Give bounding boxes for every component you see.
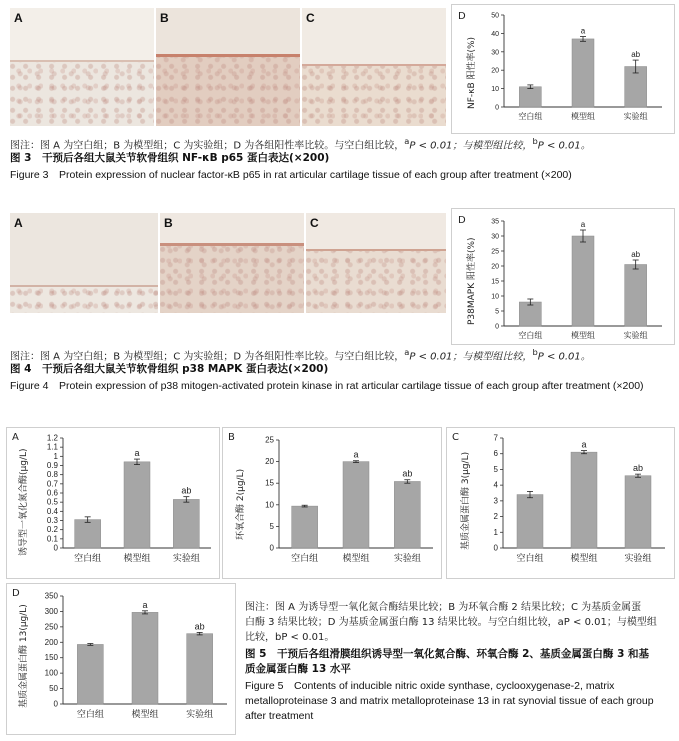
note-sup-b: b — [532, 136, 538, 146]
fig3-bar-chart — [452, 5, 674, 133]
significance-label: ab — [631, 250, 641, 259]
fig5b-bar-chart — [223, 428, 441, 578]
y-tick-label: 250 — [44, 622, 58, 632]
y-tick-label: 20 — [491, 263, 499, 271]
panel-label: B — [164, 216, 173, 230]
y-tick-label: 0 — [493, 543, 498, 553]
bar — [132, 612, 158, 704]
y-tick-label: 10 — [491, 86, 499, 94]
significance-label: a — [134, 448, 140, 459]
y-tick-label: 1 — [493, 527, 498, 537]
chart-panel-label: B — [228, 432, 235, 443]
x-category-label: 模型组 — [571, 331, 595, 340]
x-category-label: 空白组 — [518, 331, 543, 340]
y-tick-label: 5 — [269, 521, 274, 531]
bar — [572, 236, 594, 326]
y-tick-label: 3 — [493, 496, 498, 506]
x-category-label: 模型组 — [571, 112, 595, 121]
x-category-label: 模型组 — [123, 554, 151, 564]
note-p2: P < 0.01。 — [537, 351, 591, 363]
significance-label: a — [580, 220, 586, 229]
significance-label: a — [581, 439, 587, 450]
y-tick-label: 0 — [53, 543, 58, 553]
fig4-photo-b — [160, 213, 304, 313]
y-tick-label: 150 — [44, 653, 58, 663]
y-tick-label: 0.2 — [46, 525, 58, 535]
chart-y-label: 环氧合酶 2(μg/L) — [236, 468, 246, 540]
y-tick-label: 0.3 — [46, 516, 58, 525]
fig3-photo-a — [10, 8, 154, 126]
fig5-title-en-line: Figure 5 Contents of inducible nitric oxide synthase, cyclooxygenase-2, matrix — [245, 680, 615, 692]
bar — [75, 520, 101, 548]
y-tick-label: 350 — [44, 591, 58, 601]
significance-label: a — [142, 599, 148, 610]
y-tick-label: 100 — [44, 668, 58, 678]
y-tick-label: 0.7 — [46, 479, 58, 489]
fig3-title-en: Figure 3 Protein expression of nuclear factor-κB p65 in rat articular cartilage tissue of each group after treatment (×200) — [10, 169, 572, 181]
fig5a-chart-panel — [6, 427, 220, 579]
bar — [517, 495, 543, 548]
x-category-label: 模型组 — [342, 554, 370, 564]
y-tick-label: 200 — [44, 637, 58, 647]
y-tick-label: 6 — [493, 449, 498, 459]
x-category-label: 实验组 — [623, 112, 648, 121]
bar — [124, 462, 150, 548]
fig4-chart-panel — [451, 208, 675, 345]
bar — [173, 499, 199, 548]
y-tick-label: 10 — [265, 500, 274, 510]
y-tick-label: 0 — [495, 323, 499, 331]
panel-label: C — [310, 216, 319, 230]
fig4-bar-chart — [452, 209, 674, 344]
fig5-note-line: 比较，bP < 0.01。 — [245, 632, 335, 643]
chart-y-label: 诱导型一氧化氮合酶(μg/L) — [19, 448, 29, 556]
chart-panel-label: C — [452, 432, 459, 443]
bar — [625, 476, 651, 548]
panel-label: C — [306, 11, 315, 25]
x-category-label: 实验组 — [624, 554, 652, 564]
fig5-title-en-line: after treatment — [245, 710, 314, 722]
x-category-label: 空白组 — [518, 112, 543, 121]
fig3-photo-c — [302, 8, 446, 126]
bar — [292, 506, 318, 548]
y-tick-label: 0 — [269, 543, 274, 553]
fig5d-bar-chart — [7, 584, 235, 734]
x-category-label: 实验组 — [186, 710, 214, 720]
y-tick-label: 20 — [491, 67, 499, 75]
panel-label: A — [14, 216, 23, 230]
fig5a-bar-chart — [7, 428, 219, 578]
y-tick-label: 50 — [491, 12, 499, 20]
y-tick-label: 0 — [53, 699, 58, 709]
bar — [572, 39, 594, 107]
y-tick-label: 25 — [491, 248, 499, 256]
y-tick-label: 15 — [265, 478, 274, 488]
note-prefix: 图注： — [10, 140, 40, 152]
bar — [394, 481, 420, 548]
chart-panel-label: D — [458, 215, 466, 226]
y-tick-label: 0 — [495, 104, 499, 112]
fig5-note-line: 图注：图 A 为诱导型一氧化氮合酶结果比较；B 为环氧合酶 2 结果比较；C 为基质金属蛋 — [245, 602, 642, 613]
y-tick-label: 1.2 — [46, 433, 58, 443]
y-tick-label: 5 — [493, 464, 498, 474]
y-tick-label: 7 — [493, 433, 498, 443]
significance-label: a — [353, 449, 359, 460]
y-tick-label: 0.4 — [46, 506, 58, 516]
note-sup-a: a — [404, 136, 410, 146]
y-tick-label: 2 — [493, 512, 498, 522]
bar — [519, 87, 541, 107]
note-sup-a: a — [404, 347, 410, 357]
y-tick-label: 50 — [49, 684, 58, 694]
chart-y-label: 基质金属蛋白酶 13(μg/L) — [19, 604, 29, 708]
panel-label: B — [160, 11, 169, 25]
significance-label: ab — [631, 50, 641, 60]
x-category-label: 模型组 — [131, 710, 159, 720]
y-tick-label: 25 — [265, 435, 274, 445]
fig4-photo-a — [10, 213, 158, 313]
bar — [343, 462, 369, 548]
y-tick-label: 0.6 — [46, 488, 58, 498]
note-p2: P < 0.01。 — [537, 140, 591, 152]
y-tick-label: 0.1 — [46, 534, 58, 544]
y-tick-label: 15 — [491, 278, 499, 286]
y-tick-label: 5 — [495, 308, 499, 316]
fig5d-chart-panel — [6, 583, 236, 735]
y-tick-label: 20 — [265, 457, 274, 467]
fig4-photo-c — [306, 213, 446, 313]
significance-label: ab — [632, 463, 644, 474]
bar — [77, 644, 103, 704]
x-category-label: 空白组 — [291, 554, 319, 564]
fig5b-chart-panel — [222, 427, 442, 579]
x-category-label: 模型组 — [570, 554, 598, 564]
note-p1: P < 0.01；与模型组比较， — [409, 351, 533, 363]
bar — [571, 452, 597, 548]
chart-panel-label: D — [12, 588, 20, 599]
x-category-label: 实验组 — [623, 331, 648, 340]
fig4-title-en: Figure 4 Protein expression of p38 mitogen-activated protein kinase in rat articular cartilage tissue of each group after treatment (×200) — [10, 380, 644, 392]
significance-label: ab — [181, 485, 192, 496]
chart-panel-label: A — [12, 432, 19, 443]
bar — [187, 634, 213, 704]
chart-y-label: 基质金属蛋白酶 3(μg/L) — [461, 451, 471, 550]
chart-y-label: NF-κB 阳性率(%) — [467, 36, 477, 109]
fig3-title-cn: 图 3 干预后各组大鼠关节软骨组织 NF-κB p65 蛋白表达(×200) — [10, 152, 330, 164]
y-tick-label: 0.8 — [46, 470, 58, 480]
x-category-label: 实验组 — [172, 554, 200, 564]
x-category-label: 空白组 — [74, 554, 102, 564]
fig5-caption — [245, 600, 673, 724]
y-tick-label: 1.1 — [46, 442, 58, 452]
bar — [519, 302, 541, 326]
x-category-label: 实验组 — [393, 554, 421, 564]
fig3-photo-b — [156, 8, 300, 126]
y-tick-label: 0.9 — [46, 461, 58, 470]
panel-label: A — [14, 11, 23, 25]
chart-y-label: P38MAPK 阳性率(%) — [467, 237, 477, 325]
y-tick-label: 10 — [491, 293, 499, 301]
chart-panel-label: D — [458, 11, 466, 22]
fig5-note-line: 白酶 3 结果比较；D 为基质金属蛋白酶 13 结果比较。与空白组比较，aP < 0.01；与模型组 — [245, 617, 657, 628]
note-sup-b: b — [532, 347, 538, 357]
fig5c-bar-chart — [447, 428, 674, 578]
y-tick-label: 1 — [53, 451, 58, 461]
y-tick-label: 30 — [491, 233, 499, 241]
significance-label: a — [580, 26, 586, 36]
note-body: 图 A 为空白组；B 为模型组；C 为实验组；D 为各组阳性率比较。与空白组比较， — [40, 140, 405, 152]
y-tick-label: 35 — [491, 218, 499, 226]
fig5-title-cn-line: 质金属蛋白酶 13 水平 — [245, 663, 351, 675]
x-category-label: 空白组 — [516, 554, 544, 564]
fig4-title-cn: 图 4 干预后各组大鼠关节软骨组织 p38 MAPK 蛋白表达(×200) — [10, 363, 329, 375]
note-p1: P < 0.01；与模型组比较， — [409, 140, 533, 152]
y-tick-label: 300 — [44, 606, 58, 616]
fig5-title-cn-line: 图 5 干预后各组滑膜组织诱导型一氧化氮合酶、环氧合酶 2、基质金属蛋白酶 3 和基 — [245, 648, 650, 660]
fig5c-chart-panel — [446, 427, 675, 579]
fig5-title-en-line: metalloproteinase 3 and matrix metalloproteinase 13 in rat synovial tissue of each group — [245, 695, 654, 707]
bar — [625, 265, 647, 327]
y-tick-label: 4 — [493, 480, 498, 490]
significance-label: ab — [402, 468, 413, 479]
y-tick-label: 0.5 — [46, 497, 58, 507]
x-category-label: 空白组 — [76, 710, 104, 720]
note-body: 图 A 为空白组；B 为模型组；C 为实验组；D 为各组阳性率比较。与空白组比较， — [40, 351, 405, 363]
fig3-chart-panel — [451, 4, 675, 134]
note-prefix: 图注： — [10, 351, 40, 363]
significance-label: ab — [194, 621, 205, 632]
y-tick-label: 30 — [491, 49, 499, 57]
y-tick-label: 40 — [491, 30, 499, 38]
